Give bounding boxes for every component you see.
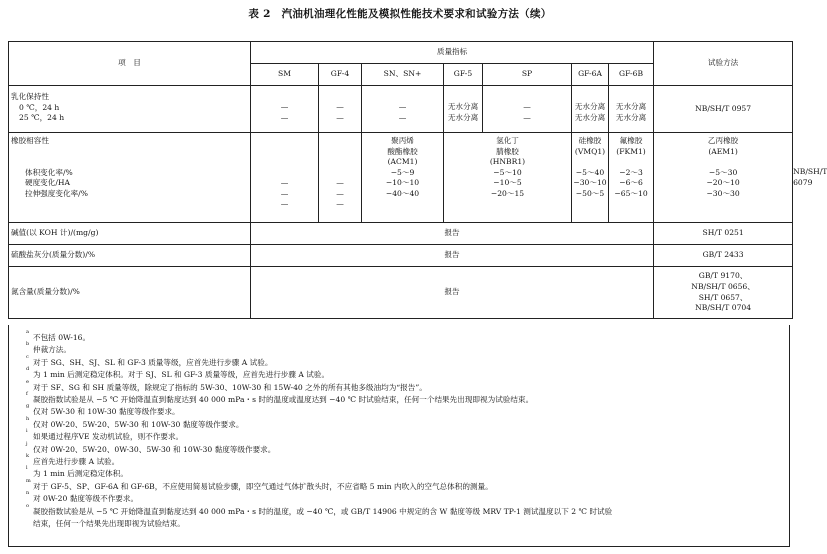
footnote-text: 不包括 0W-16。 xyxy=(33,333,91,342)
ash-method: GB/T 2433 xyxy=(654,245,793,267)
rubber-cell: −6～6 xyxy=(619,178,643,188)
emulsion-cell: — xyxy=(523,112,531,122)
emulsion-method: NB/SH/T 0957 xyxy=(654,86,793,133)
footnote-text: 对于 SF、SG 和 SH 质量等级，除规定了指标的 5W-30、10W-30 和 15W-40 之外的所有其他多级油均为“报告”。 xyxy=(33,382,427,392)
footnote xyxy=(26,453,781,468)
footnote-mark: k xyxy=(26,453,30,460)
emulsion-cell: 无水分离 xyxy=(615,102,647,111)
rubber-cell: −5～9 xyxy=(390,167,415,177)
rubber-type-acm: (ACM1) xyxy=(387,157,418,167)
footnote-text: 如果通过程序ⅤE 发动机试验，则不作要求。 xyxy=(33,432,184,442)
footnote xyxy=(26,477,781,493)
footnote xyxy=(26,341,781,356)
nitrogen-value: 报告 xyxy=(251,267,654,319)
footnote xyxy=(26,366,781,381)
rubber-type-hnbr: 氢化丁 xyxy=(496,136,519,145)
footnote-mark: m xyxy=(26,477,31,484)
footnote xyxy=(26,353,781,369)
footnote-mark: e xyxy=(26,378,29,385)
rubber-type-acm: 酸酯橡胶 xyxy=(387,146,418,156)
rubber-cell: — xyxy=(336,188,344,198)
rubber-type-aem: (AEM1) xyxy=(708,146,738,156)
emulsion-cell: 无水分离 xyxy=(574,102,606,111)
footnote xyxy=(26,403,781,418)
grade-gf5: GF-5 xyxy=(444,64,483,86)
rubber-cell: — xyxy=(336,178,344,187)
emulsion-cell: 无水分离 xyxy=(574,112,606,122)
rubber-sub-0: 体积变化率/% xyxy=(25,167,73,177)
footnote-mark: n xyxy=(26,490,30,497)
footnote-continuation xyxy=(33,518,781,530)
footnote-text: 为 1 min 后测定稳定体积。对于 SJ、SL 和 GF-3 质量等级，应首先进行步骤 A 试验。 xyxy=(33,370,330,380)
table-row-base xyxy=(9,223,793,245)
footnote-text: 对于 SG、SH、SJ、SL 和 GF-3 质量等级，应首先进行步骤 A 试验。 xyxy=(33,357,273,367)
emulsion-label-cell xyxy=(9,86,251,133)
emulsion-cell: — xyxy=(398,102,407,111)
table-row-emulsion xyxy=(9,86,793,133)
footnote-mark: c xyxy=(26,353,29,360)
table-row-ash xyxy=(9,245,793,267)
rubber-sub-2: 拉伸强度变化率/% xyxy=(25,188,88,198)
base-value: 报告 xyxy=(251,223,654,245)
emulsion-sub-0: 0 ℃，24 h xyxy=(19,102,60,112)
table-row-nitrogen xyxy=(9,267,793,319)
emulsion-sub-1: 25 ℃，24 h xyxy=(19,113,65,123)
footnote-text: 结束，任何一个结果先出现即视为试验结束。 xyxy=(33,519,185,529)
spec-table xyxy=(8,41,827,319)
base-method: SH/T 0251 xyxy=(654,223,793,245)
table-title: 表 2 汽油机油理化性能及模拟性能技术要求和试验方法（续） xyxy=(248,8,552,20)
rubber-sub-1: 硬度变化/HA xyxy=(25,178,71,188)
emulsion-cell: 无水分离 xyxy=(615,112,647,122)
rubber-cell: −5～10 xyxy=(493,167,522,177)
rubber-label: 橡胶相容性 xyxy=(11,136,49,145)
rubber-cell: — xyxy=(336,199,344,209)
base-label: 碱值(以 KOH 计)/(mg/g) xyxy=(9,223,251,245)
rubber-type-hnbr: 腈橡胶 xyxy=(496,146,519,156)
footnote-mark: b xyxy=(26,341,30,348)
footnote xyxy=(26,329,781,344)
emulsion-cell: — xyxy=(523,102,531,111)
footnote-text: 为 1 min 后测定稳定体积。 xyxy=(33,469,128,479)
rubber-cell: — xyxy=(280,199,289,209)
footnote xyxy=(26,415,781,431)
nitrogen-method: NB/SH/T 0656、 xyxy=(691,281,755,291)
emulsion-cell: — xyxy=(336,112,344,122)
rubber-type-vmq: 硅橡胶 xyxy=(578,136,602,145)
footnote-mark: f xyxy=(26,391,28,398)
nitrogen-method: NB/SH/T 0704 xyxy=(695,303,752,313)
emulsion-cell: — xyxy=(336,102,344,111)
rubber-cell: −20～10 xyxy=(706,178,740,188)
footnote-mark: d xyxy=(26,366,30,373)
rubber-label-cell xyxy=(9,133,251,223)
footnote-mark: o xyxy=(26,502,30,509)
table-row-rubber: 橡胶相容性 体积变化率/% 硬度变化/HA 拉伸强度变化率/% — — — — — — 聚丙烯 酸酯橡胶 (ACM1) −5～9 −10～10 −40～40 氢化丁 腈橡胶 (HNBR1) −5～10 −10～5 −20～15 硅橡胶 (VMQ1) −5～40 −30～10 −50～5 氟橡胶 (FKM1) −2～3 −6～6 −65～10 乙丙橡胶 (AEM1) −5～30 −20～10 −30～30 NB/SH/T 6079 xyxy=(9,133,793,223)
grade-sn: SN、SN+ xyxy=(362,64,444,86)
grade-gf6b: GF-6B xyxy=(609,64,654,86)
footnote-text: 仅对 5W-30 和 10W-30 黏度等级作要求。 xyxy=(33,407,180,417)
rubber-type-aem: 乙丙橡胶 xyxy=(707,136,739,145)
footnote-text: 仅对 0W-20、5W-20、0W-30、5W-30 和 10W-30 黏度等级作要求。 xyxy=(33,444,276,454)
footnote-text: 对 0W-20 黏度等级不作要求。 xyxy=(33,494,139,504)
footnote-text: 应首先进行步骤 A 试验。 xyxy=(33,457,120,467)
footnote-text: 仅对 0W-20、5W-20、5W-30 和 10W-30 黏度等级作要求。 xyxy=(33,419,244,429)
footnote xyxy=(26,378,781,394)
nitrogen-label: 氮含量(质量分数)/% xyxy=(9,267,251,319)
ash-label: 硫酸盐灰分(质量分数)/% xyxy=(9,245,251,267)
footnotes xyxy=(8,325,790,547)
rubber-cell: −50～5 xyxy=(575,188,605,198)
footnote-text: 凝胶指数试验是从 −5 ℃ 开始降温直到黏度达到 40 000 mPa・s 时的温度或温度达到 −40 ℃ 时试验结束，任何一个结果先出现即视为试验结束。 xyxy=(33,395,534,405)
rubber-cell: −30～10 xyxy=(573,178,607,188)
header-method: 试验方法 xyxy=(654,42,793,86)
footnote-mark: l xyxy=(26,465,28,472)
header-quality: 质量指标 xyxy=(251,42,654,64)
rubber-cell: — xyxy=(280,188,289,198)
footnote xyxy=(26,490,781,505)
footnote-mark: h xyxy=(26,415,30,422)
nitrogen-method: GB/T 9170、 xyxy=(698,271,748,281)
footnote xyxy=(26,465,781,480)
rubber-cell: — xyxy=(280,178,289,187)
footnote-text: 仲裁方法。 xyxy=(33,345,71,355)
emulsion-label: 乳化保持性 xyxy=(11,92,49,101)
nitrogen-method: SH/T 0657、 xyxy=(698,292,748,302)
rubber-cell: −5～30 xyxy=(708,167,738,177)
emulsion-cell: — xyxy=(398,112,407,122)
footnote-mark: a xyxy=(26,329,29,335)
rubber-type-vmq: (VMQ1) xyxy=(574,146,606,156)
footnote xyxy=(26,440,781,456)
grade-gf4: GF-4 xyxy=(319,64,362,86)
footnote xyxy=(26,428,781,443)
footnote xyxy=(26,502,781,518)
grade-sm: SM xyxy=(251,64,319,86)
rubber-type-fkm: 氟橡胶 xyxy=(619,136,643,145)
footnote-mark: g xyxy=(26,403,30,410)
ash-value: 报告 xyxy=(251,245,654,267)
grade-sp: SP xyxy=(483,64,572,86)
footnote-text: 凝胶指数试验是从 −5 ℃ 开始降温直到黏度达到 40 000 mPa・s 时的温度，或 −40 ℃，或 GB/T 14906 中规定的含 W 黏度等级 MRV TP-1 测试温度以下 2 ℃ 时试验 xyxy=(33,506,613,516)
footnote-text: 对于 GF-5、SP、GF-6A 和 GF-6B，不应使用简易试验步骤，即空气通过气体扩散头时，不应省略 5 min 内吹入的空气总体积的测量。 xyxy=(33,481,493,491)
rubber-type-acm: 聚丙烯 xyxy=(391,136,414,145)
emulsion-cell: 无水分离 xyxy=(447,112,479,122)
emulsion-cell: — xyxy=(280,102,289,111)
rubber-cell: −10～10 xyxy=(385,178,420,188)
footnote xyxy=(26,391,781,406)
emulsion-cell: — xyxy=(280,112,289,122)
footnote-mark: i xyxy=(26,428,28,435)
emulsion-cell: 无水分离 xyxy=(447,102,479,111)
header-item: 项 目 xyxy=(9,42,251,86)
rubber-type-fkm: (FKM1) xyxy=(616,146,646,156)
rubber-cell: −30～30 xyxy=(706,188,740,198)
grade-gf6a: GF-6A xyxy=(572,64,609,86)
rubber-type-hnbr: (HNBR1) xyxy=(489,157,526,167)
rubber-cell: −2～3 xyxy=(619,167,643,177)
rubber-cell: −10～5 xyxy=(493,178,522,188)
footnote-mark: j xyxy=(26,440,28,447)
rubber-cell: −40～40 xyxy=(385,188,420,198)
rubber-cell: −5～40 xyxy=(575,167,605,177)
rubber-cell: −65～10 xyxy=(614,188,648,198)
rubber-cell: −20～15 xyxy=(490,188,525,198)
nitrogen-method-cell xyxy=(654,267,793,319)
